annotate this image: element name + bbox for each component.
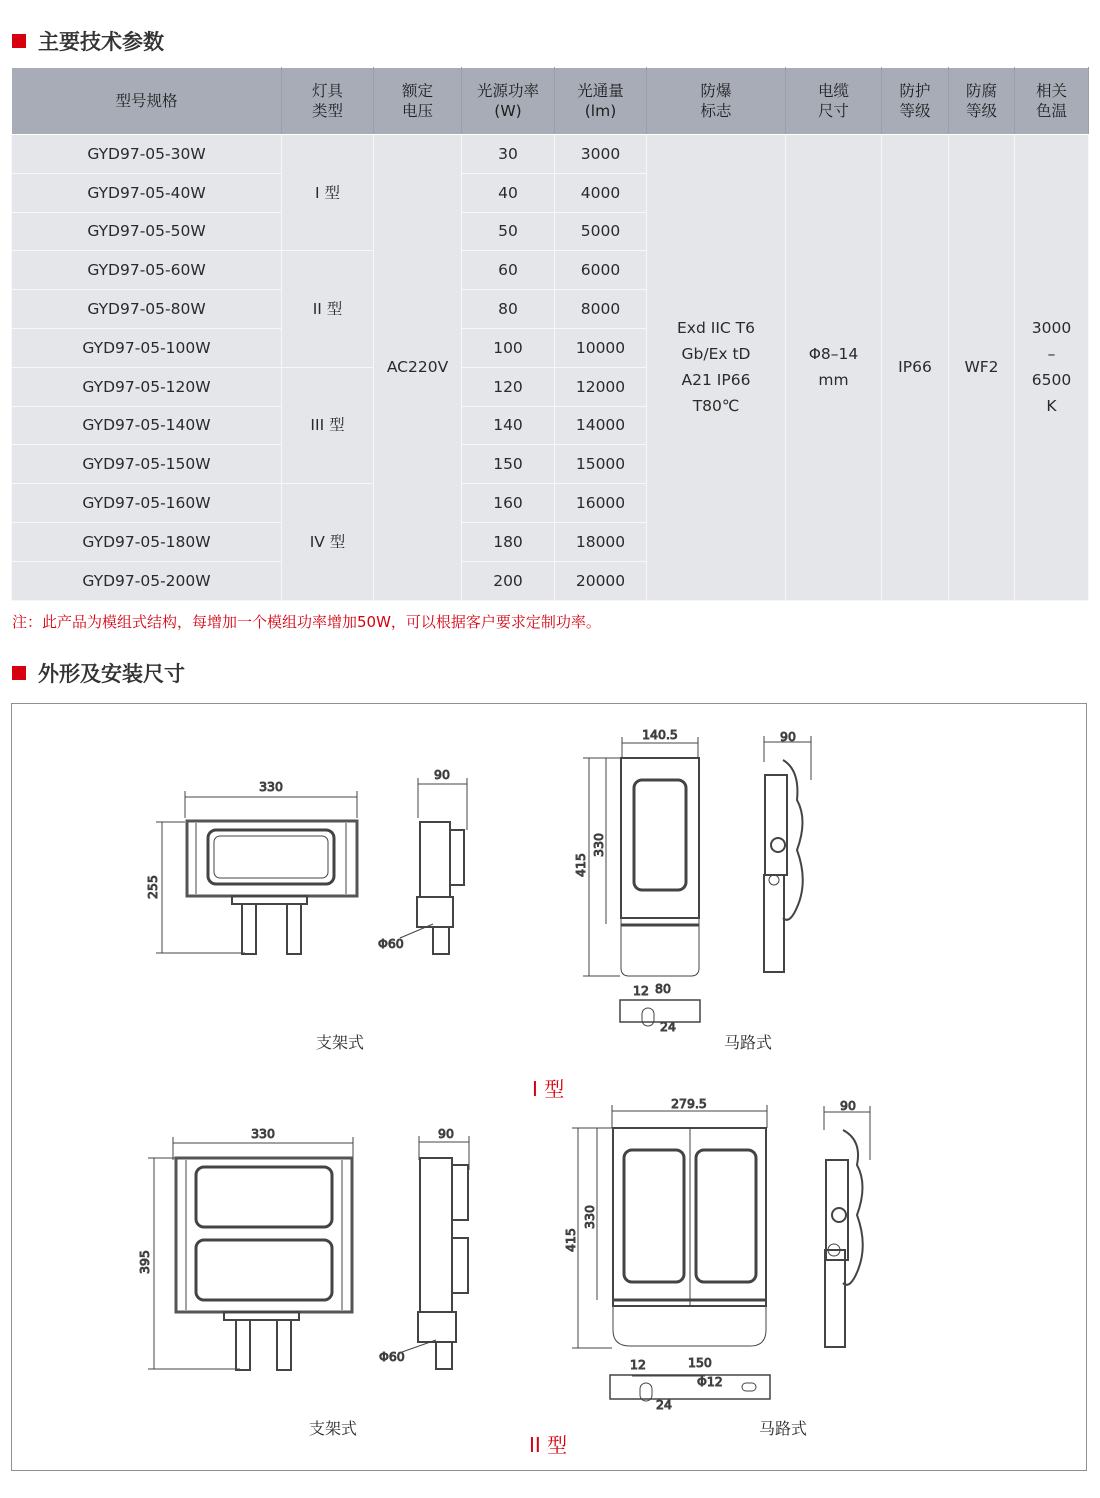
model-cell: GYD97-05-180W	[12, 522, 282, 561]
header-cell: 防爆 标志	[647, 68, 786, 135]
model-cell: GYD97-05-200W	[12, 561, 282, 600]
type-cell: IV 型	[282, 484, 374, 600]
lumen-cell: 4000	[555, 173, 647, 212]
dim-90-d: 90	[840, 1098, 856, 1113]
dims-section-title: 外形及安装尺寸	[12, 658, 185, 688]
power-cell: 140	[462, 406, 555, 445]
power-cell: 150	[462, 445, 555, 484]
note-text: 注：此产品为模组式结构，每增加一个模组功率增加50W，可以根据客户要求定制功率。	[12, 613, 601, 631]
model-cell: GYD97-05-150W	[12, 445, 282, 484]
dim-279-5: 279.5	[671, 1096, 707, 1111]
dim-415-a: 415	[573, 853, 588, 877]
type2-label: II 型	[529, 1433, 568, 1457]
header-cell: 光源功率 (W)	[462, 68, 555, 135]
power-cell: 50	[462, 212, 555, 251]
power-cell: 60	[462, 251, 555, 290]
dim-90-c: 90	[438, 1126, 454, 1141]
dim-90-b: 90	[780, 729, 796, 744]
cct-cell: 3000 – 6500 K	[1015, 135, 1089, 601]
model-cell: GYD97-05-160W	[12, 484, 282, 523]
type-cell: II 型	[282, 251, 374, 367]
dim-phi60-a: Φ60	[378, 936, 404, 951]
lumen-cell: 8000	[555, 290, 647, 329]
lumen-cell: 20000	[555, 561, 647, 600]
caption-bracket-1: 支架式	[316, 1033, 365, 1052]
dim-150: 150	[688, 1355, 712, 1370]
header-cell: 光通量 (lm)	[555, 68, 647, 135]
power-cell: 120	[462, 367, 555, 406]
lumen-cell: 16000	[555, 484, 647, 523]
lumen-cell: 18000	[555, 522, 647, 561]
model-cell: GYD97-05-80W	[12, 290, 282, 329]
power-cell: 180	[462, 522, 555, 561]
lumen-cell: 10000	[555, 328, 647, 367]
dim-12-a: 12	[633, 983, 649, 998]
model-cell: GYD97-05-100W	[12, 328, 282, 367]
dim-140-5: 140.5	[642, 727, 678, 742]
header-cell: 灯具 类型	[282, 68, 374, 135]
lumen-cell: 15000	[555, 445, 647, 484]
model-cell: GYD97-05-40W	[12, 173, 282, 212]
dim-330-c: 330	[251, 1126, 275, 1141]
dim-330-a: 330	[259, 779, 283, 794]
dim-phi12: Φ12	[697, 1374, 723, 1389]
voltage-cell: AC220V	[374, 135, 462, 601]
power-cell: 80	[462, 290, 555, 329]
dim-330-d: 330	[582, 1205, 597, 1229]
lumen-cell: 14000	[555, 406, 647, 445]
dim-90-a: 90	[434, 767, 450, 782]
cable-cell: Φ8–14 mm	[786, 135, 882, 601]
type2-bracket-front	[148, 1137, 353, 1370]
header-cell: 防护 等级	[882, 68, 949, 135]
corrosion-cell: WF2	[949, 135, 1015, 601]
caption-bracket-2: 支架式	[309, 1419, 358, 1438]
model-cell: GYD97-05-30W	[12, 135, 282, 174]
type-cell: I 型	[282, 135, 374, 251]
type2-road-side	[824, 1106, 870, 1347]
type2-road-front	[572, 1105, 770, 1401]
dim-80: 80	[655, 981, 671, 996]
dim-330-b: 330	[591, 833, 606, 857]
lumen-cell: 5000	[555, 212, 647, 251]
header-cell: 防腐 等级	[949, 68, 1015, 135]
power-cell: 30	[462, 135, 555, 174]
header-cell: 额定 电压	[374, 68, 462, 135]
type1-road-side	[764, 736, 811, 972]
dim-24-a: 24	[660, 1019, 676, 1034]
ex-mark-cell: Exd IIC T6 Gb/Ex tD A21 IP66 T80℃	[647, 135, 786, 601]
model-cell: GYD97-05-60W	[12, 251, 282, 290]
dim-phi60-b: Φ60	[379, 1349, 405, 1364]
lumen-cell: 3000	[555, 135, 647, 174]
type-cell: III 型	[282, 367, 374, 483]
ip-cell: IP66	[882, 135, 949, 601]
caption-road-1: 马路式	[724, 1033, 773, 1052]
specs-section-title: 主要技术参数	[12, 26, 164, 56]
power-cell: 40	[462, 173, 555, 212]
power-cell: 200	[462, 561, 555, 600]
dim-255: 255	[145, 875, 160, 899]
header-cell: 电缆 尺寸	[786, 68, 882, 135]
lumen-cell: 6000	[555, 251, 647, 290]
header-cell: 相关 色温	[1015, 68, 1089, 135]
type1-bracket-front	[156, 791, 357, 954]
type1-label: I 型	[532, 1077, 565, 1101]
model-cell: GYD97-05-120W	[12, 367, 282, 406]
dim-415-b: 415	[563, 1228, 578, 1252]
type2-bracket-side	[402, 1136, 469, 1369]
power-cell: 100	[462, 328, 555, 367]
model-cell: GYD97-05-140W	[12, 406, 282, 445]
dim-24-b: 24	[656, 1397, 672, 1412]
type1-bracket-side	[400, 778, 467, 954]
dim-395: 395	[137, 1250, 152, 1274]
header-cell: 型号规格	[12, 68, 282, 135]
lumen-cell: 12000	[555, 367, 647, 406]
caption-road-2: 马路式	[759, 1419, 808, 1438]
power-cell: 160	[462, 484, 555, 523]
model-cell: GYD97-05-50W	[12, 212, 282, 251]
dim-12-b: 12	[630, 1357, 646, 1372]
